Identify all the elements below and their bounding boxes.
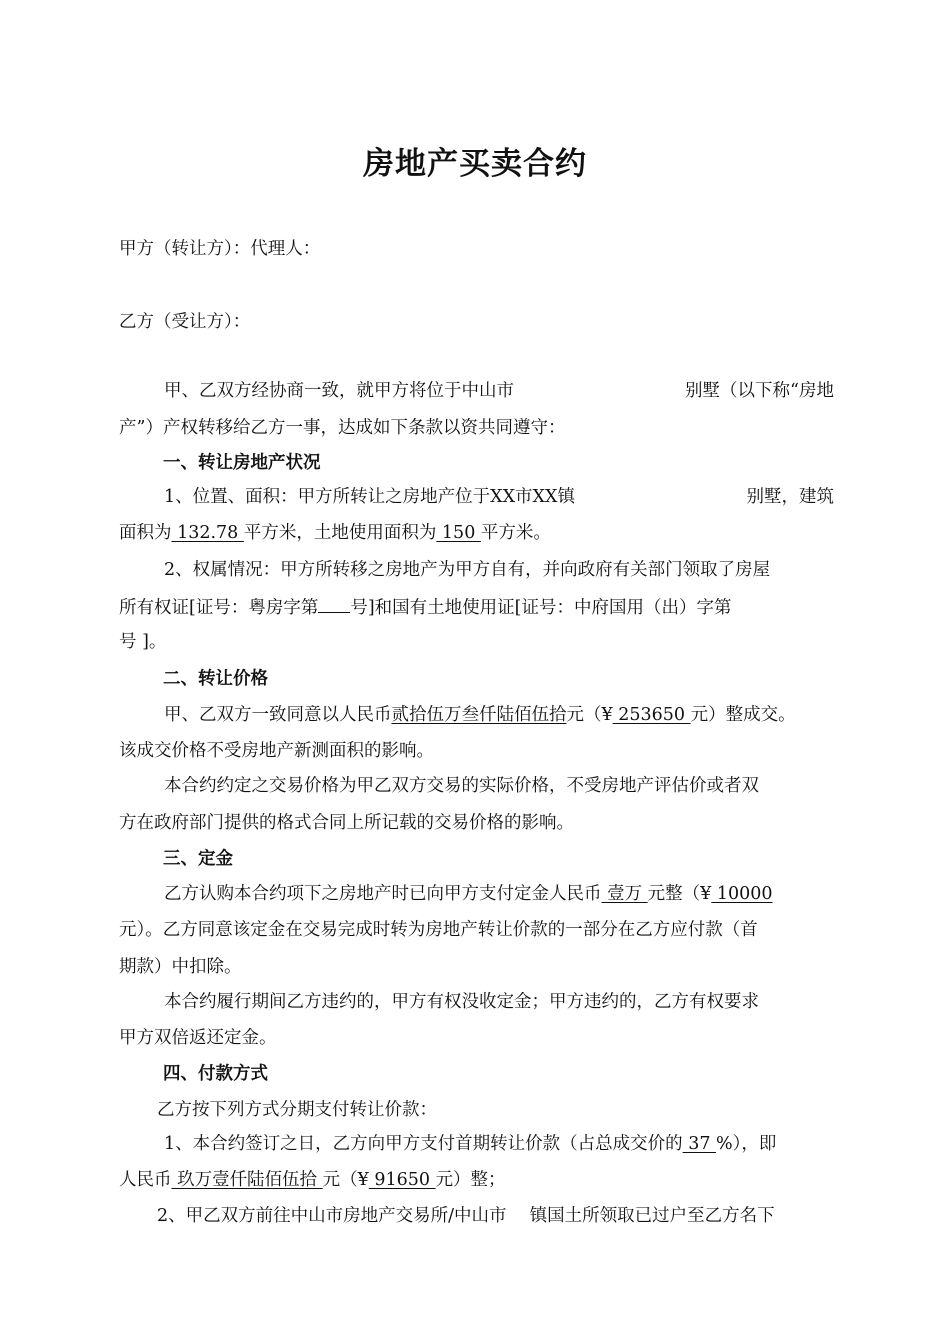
s1-p2-line-2	[119, 596, 834, 618]
s4-p1-text-a: 1、本合约签订之日，乙方向甲方支付首期转让价款（占总成交价的	[164, 1134, 683, 1154]
section-1-heading: 一、转让房地产状况	[163, 453, 321, 473]
intro-text-b: 别墅（以下称“房地	[685, 381, 834, 401]
s3-p2-line-2: 甲方双倍返还定金。	[119, 1028, 277, 1048]
first-payment-numbers: 91650	[368, 1170, 436, 1190]
s2-p1-text-c: 元）整成交。	[690, 705, 796, 725]
s3-p2-text-a: 本合约履行期间乙方违约的，甲方有权没收定金；甲方违约的，乙方有权要求	[164, 992, 759, 1012]
land-area-value: 150	[436, 523, 481, 543]
s4-p1-line-2	[119, 1170, 834, 1190]
s4-p1-text-b: %），即	[716, 1134, 777, 1154]
s1-p2-line-3: 号 ]。	[119, 632, 167, 652]
s1-area-unit-2: 平方米。	[480, 523, 551, 543]
s4-p1-text-c: 人民币	[119, 1170, 172, 1190]
section-2-heading: 二、转让价格	[163, 669, 268, 689]
s4-p1-text-d: 元（¥	[322, 1170, 369, 1190]
s4-intro-text: 乙方按下列方式分期支付转让价款：	[157, 1100, 437, 1120]
party-b-line: 乙方（受让方）：	[119, 312, 251, 332]
intro-text-a: 甲、乙双方经协商一致，就甲方将位于中山市	[164, 381, 514, 401]
s1-p1-line-2	[119, 523, 834, 543]
s4-intro-line	[119, 1100, 834, 1120]
s1-p2-text-c: 号]和国有土地使用证[证号：中府国用（出）字第	[350, 598, 732, 618]
s2-p1-line-2: 该成交价格不受房地产新测面积的影响。	[119, 741, 434, 761]
first-payment-words: 玖万壹仟陆佰伍拾	[171, 1170, 323, 1190]
s3-p2-line-1	[119, 992, 834, 1012]
s2-p2-line-1	[119, 776, 834, 796]
intro-line-2: 产”）产权转移给乙方一事，达成如下条款以资共同遵守：	[119, 418, 566, 438]
intro-line-1	[119, 381, 834, 401]
s4-p2-line-1	[119, 1206, 834, 1226]
s3-p1-line-1	[119, 884, 834, 904]
building-area-value: 132.78	[171, 523, 244, 543]
s4-p1-text-e: 元）整；	[435, 1170, 506, 1190]
section-3-heading: 三、定金	[163, 849, 233, 869]
deposit-in-numbers: 10000	[711, 884, 773, 904]
s2-p2-text-a: 本合约约定之交易价格为甲乙双方交易的实际价格，不受房地产评估价或者双	[164, 776, 759, 796]
document-title: 房地产买卖合约	[363, 146, 587, 182]
s1-area-unit: 平方米，土地使用面积为	[243, 523, 437, 543]
house-cert-number-blank	[318, 596, 350, 613]
party-a-line: 甲方（转让方）：代理人：	[119, 239, 321, 259]
deposit-in-words: 壹万	[601, 884, 648, 904]
s2-p1-text-a: 甲、乙双方一致同意以人民币	[164, 705, 392, 725]
s1-p1-text-b: 别墅，建筑	[746, 487, 834, 507]
s3-p1-text-a: 乙方认购本合约项下之房地产时已向甲方支付定金人民币	[164, 884, 602, 904]
first-payment-percent: 37	[682, 1134, 717, 1154]
s2-p1-text-b: 元（¥	[566, 705, 613, 725]
s3-p1-line-2: 元）。乙方同意该定金在交易完成时转为房地产转让价款的一部分在乙方应付款（首	[119, 920, 758, 940]
s1-p2-line-1	[119, 560, 834, 580]
price-in-words: 贰拾伍万叁仟陆佰伍拾	[391, 705, 567, 725]
s2-p1-line-1	[119, 705, 834, 725]
s1-p1-line-1	[119, 487, 834, 507]
s1-p2-text-a: 2、权属情况：甲方所转移之房地产为甲方自有，并向政府有关部门领取了房屋	[164, 560, 771, 580]
s1-area-label: 面积为	[119, 523, 172, 543]
s1-p1-text-a: 1、位置、面积：甲方所转让之房地产位于XX市XX镇	[164, 487, 575, 507]
section-4-heading: 四、付款方式	[163, 1064, 268, 1084]
s2-p2-line-2: 方在政府部门提供的格式合同上所记载的交易价格的影响。	[119, 813, 574, 833]
s1-p2-text-b: 所有权证[证号：粤房字第	[119, 598, 319, 618]
s4-p2-text: 2、甲乙双方前往中山市房地产交易所/中山市 镇国土所领取已过户至乙方名下	[157, 1206, 775, 1226]
s4-p1-line-1	[119, 1134, 834, 1154]
price-in-numbers: 253650	[612, 705, 691, 725]
s3-p1-line-3: 期款）中扣除。	[119, 957, 242, 977]
s3-p1-text-b: 元整（¥	[647, 884, 712, 904]
